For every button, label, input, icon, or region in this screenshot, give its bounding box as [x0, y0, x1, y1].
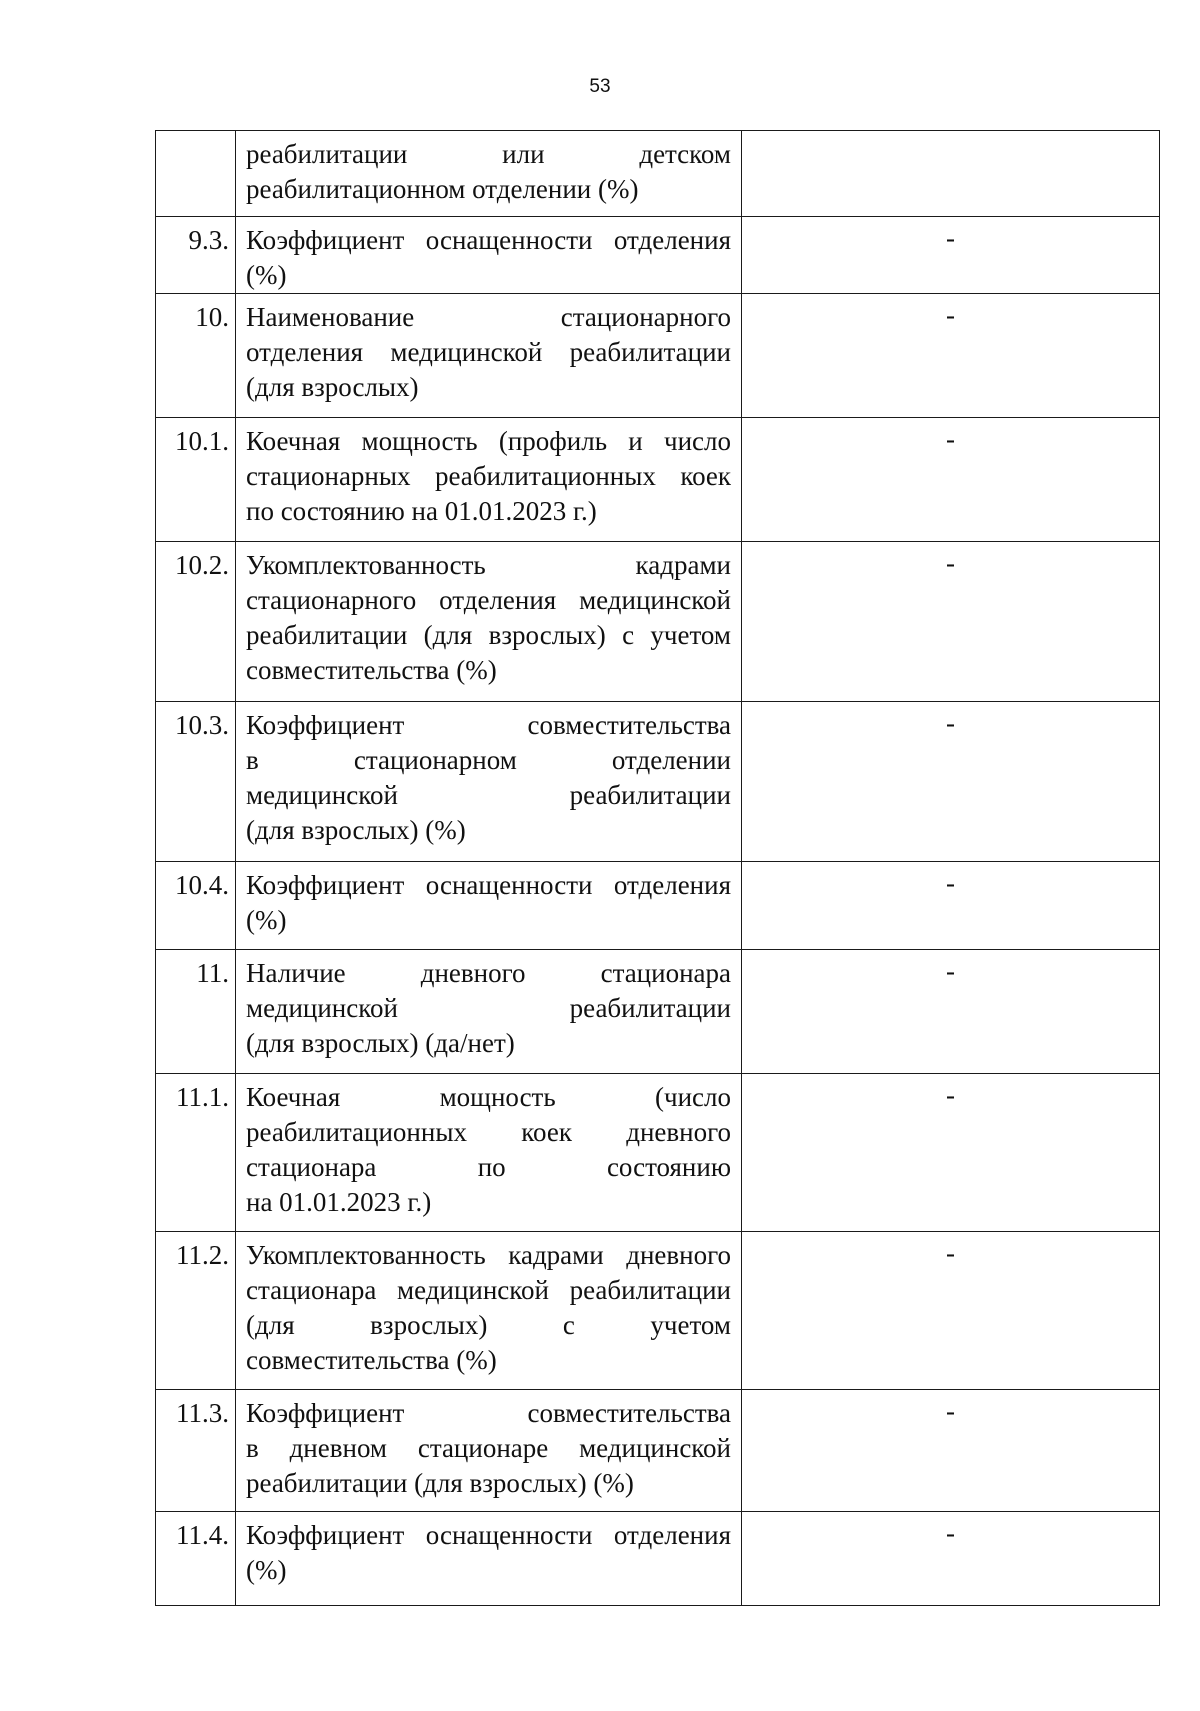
description-line: стационара по состоянию — [246, 1152, 731, 1182]
row-value: - — [742, 702, 1160, 862]
description-line: (для взрослых) (да/нет) — [246, 1028, 515, 1058]
row-description — [236, 418, 742, 542]
description-line: (%) — [246, 905, 287, 935]
row-description — [236, 1390, 742, 1512]
row-number: 10.4. — [156, 862, 236, 950]
table-row — [156, 862, 1160, 950]
description-line: стационара медицинской реабилитации — [246, 1275, 731, 1305]
description-line: совместительства (%) — [246, 655, 497, 685]
description-line: совместительства (%) — [246, 1345, 497, 1375]
description-line: реабилитационных коек дневного — [246, 1117, 731, 1147]
row-description — [236, 702, 742, 862]
table-row — [156, 418, 1160, 542]
description-line: Коэффициент оснащенности отделения — [246, 1520, 731, 1550]
description-line: (для взрослых) с учетом — [246, 1310, 731, 1340]
description-line: в стационарном отделении — [246, 745, 731, 775]
description-line: Коечная мощность (число — [246, 1082, 731, 1112]
description-line: Коэффициент совместительства — [246, 710, 731, 740]
table-row — [156, 1074, 1160, 1232]
row-value: - — [742, 418, 1160, 542]
row-number: 11.3. — [156, 1390, 236, 1512]
description-line: Наличие дневного стационара — [246, 958, 731, 988]
description-line: (%) — [246, 1555, 287, 1585]
table-row — [156, 294, 1160, 418]
description-line: медицинской реабилитации — [246, 993, 731, 1023]
description-line: Наименование стационарного — [246, 302, 731, 332]
table-row — [156, 1512, 1160, 1606]
table-row — [156, 217, 1160, 294]
row-value: - — [742, 1074, 1160, 1232]
row-description — [236, 294, 742, 418]
description-line: реабилитации или детском — [246, 139, 731, 169]
row-value: - — [742, 217, 1160, 294]
row-number: 11.2. — [156, 1232, 236, 1390]
row-description — [236, 542, 742, 702]
row-number: 9.3. — [156, 217, 236, 294]
row-number: 11.4. — [156, 1512, 236, 1606]
page-number: 53 — [589, 76, 611, 97]
description-line: на 01.01.2023 г.) — [246, 1187, 432, 1217]
row-number: 10.2. — [156, 542, 236, 702]
row-value: - — [742, 542, 1160, 702]
description-line: медицинской реабилитации — [246, 780, 731, 810]
row-description — [236, 1074, 742, 1232]
row-value: - — [742, 1512, 1160, 1606]
row-description — [236, 1512, 742, 1606]
row-value: - — [742, 294, 1160, 418]
row-number: 10. — [156, 294, 236, 418]
row-number: 10.1. — [156, 418, 236, 542]
row-value — [742, 131, 1160, 217]
row-description — [236, 217, 742, 294]
description-line: (для взрослых) (%) — [246, 815, 466, 845]
row-number: 11. — [156, 950, 236, 1074]
description-line: (%) — [246, 260, 287, 290]
table-row — [156, 542, 1160, 702]
description-line: Коэффициент совместительства — [246, 1398, 731, 1428]
row-value: - — [742, 1232, 1160, 1390]
description-line: Укомплектованность кадрами — [246, 550, 731, 580]
row-number — [156, 131, 236, 217]
table-row — [156, 131, 1160, 217]
description-line: Коэффициент оснащенности отделения — [246, 225, 731, 255]
description-line: реабилитации (для взрослых) с учетом — [246, 620, 731, 650]
description-line: Коечная мощность (профиль и число — [246, 426, 731, 456]
description-line: (для взрослых) — [246, 372, 419, 402]
row-description — [236, 862, 742, 950]
row-description — [236, 131, 742, 217]
description-line: по состоянию на 01.01.2023 г.) — [246, 496, 597, 526]
table-row — [156, 950, 1160, 1074]
description-line: стационарного отделения медицинской — [246, 585, 731, 615]
description-line: отделения медицинской реабилитации — [246, 337, 731, 367]
indicators-table — [155, 130, 1160, 1606]
row-description — [236, 1232, 742, 1390]
description-line: Укомплектованность кадрами дневного — [246, 1240, 731, 1270]
description-line: реабилитации (для взрослых) (%) — [246, 1468, 634, 1498]
row-number: 11.1. — [156, 1074, 236, 1232]
description-line: стационарных реабилитационных коек — [246, 461, 731, 491]
table-row — [156, 1390, 1160, 1512]
description-line: реабилитационном отделении (%) — [246, 174, 639, 204]
description-line: Коэффициент оснащенности отделения — [246, 870, 731, 900]
table-row — [156, 1232, 1160, 1390]
row-value: - — [742, 950, 1160, 1074]
table-row — [156, 702, 1160, 862]
row-number: 10.3. — [156, 702, 236, 862]
row-value: - — [742, 1390, 1160, 1512]
table-body — [156, 131, 1160, 1606]
row-value: - — [742, 862, 1160, 950]
description-line: в дневном стационаре медицинской — [246, 1433, 731, 1463]
row-description — [236, 950, 742, 1074]
